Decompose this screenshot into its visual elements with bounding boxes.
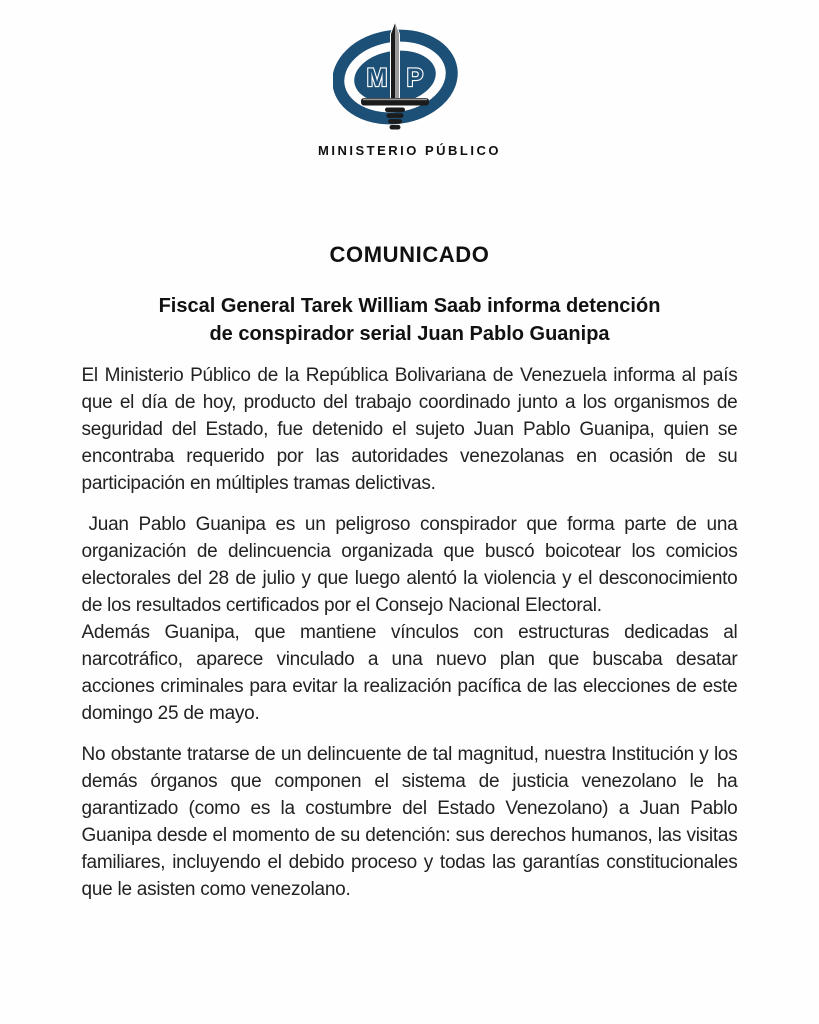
subtitle-line-2: de conspirador serial Juan Pablo Guanipa — [209, 323, 610, 345]
subtitle-line-1: Fiscal General Tarek William Saab informa detención — [158, 295, 661, 317]
document-subtitle — [0, 292, 819, 348]
document-body — [82, 362, 738, 903]
paragraph-4: No obstante tratarse de un delincuente de tal magnitud, nuestra Institución y los demás órganos que componen el sistema de justicia venezolano le ha garantizado (como es la costumbre del Estado Venezolano) a Juan Pablo Guanipa desde el momento de su detención: sus derechos humanos, las visitas familiares, incluyendo el debido proceso y todas las garantías constitucionales que le asisten como venezolano. — [81, 744, 738, 900]
page-title: COMUNICADO — [329, 242, 490, 267]
org-name: MINISTERIO PÚBLICO — [318, 143, 501, 158]
paragraph-1: El Ministerio Público de la República Bolivariana de Venezuela informa al país que el día de hoy, producto del trabajo coordinado junto a los organismos de seguridad del Estado, fue detenido el sujeto Juan Pablo Guanipa, quien se encontraba requerido por las autoridades venezolanas en ocasión de su participación en múltiples tramas delictivas. — [81, 365, 738, 494]
ministerio-publico-emblem-icon — [333, 22, 465, 134]
paragraph-2: Juan Pablo Guanipa es un peligroso conspirador que forma parte de una organización de delincuencia organizada que buscó boicotear los comicios electorales del 28 de julio y que luego alentó la violencia y el desconocimiento de los resultados certificados por el Consejo Nacional Electoral. — [81, 514, 738, 616]
logo-letter-m: M — [366, 64, 387, 92]
document-header — [0, 0, 819, 158]
paragraph-3: Además Guanipa, que mantiene vínculos con estructuras dedicadas al narcotráfico, aparece vinculado a una nuevo plan que buscaba desatar acciones criminales para evitar la realización pacífica de las elecciones de este domingo 25 de mayo. — [81, 622, 738, 724]
logo-letter-p: P — [406, 64, 423, 92]
